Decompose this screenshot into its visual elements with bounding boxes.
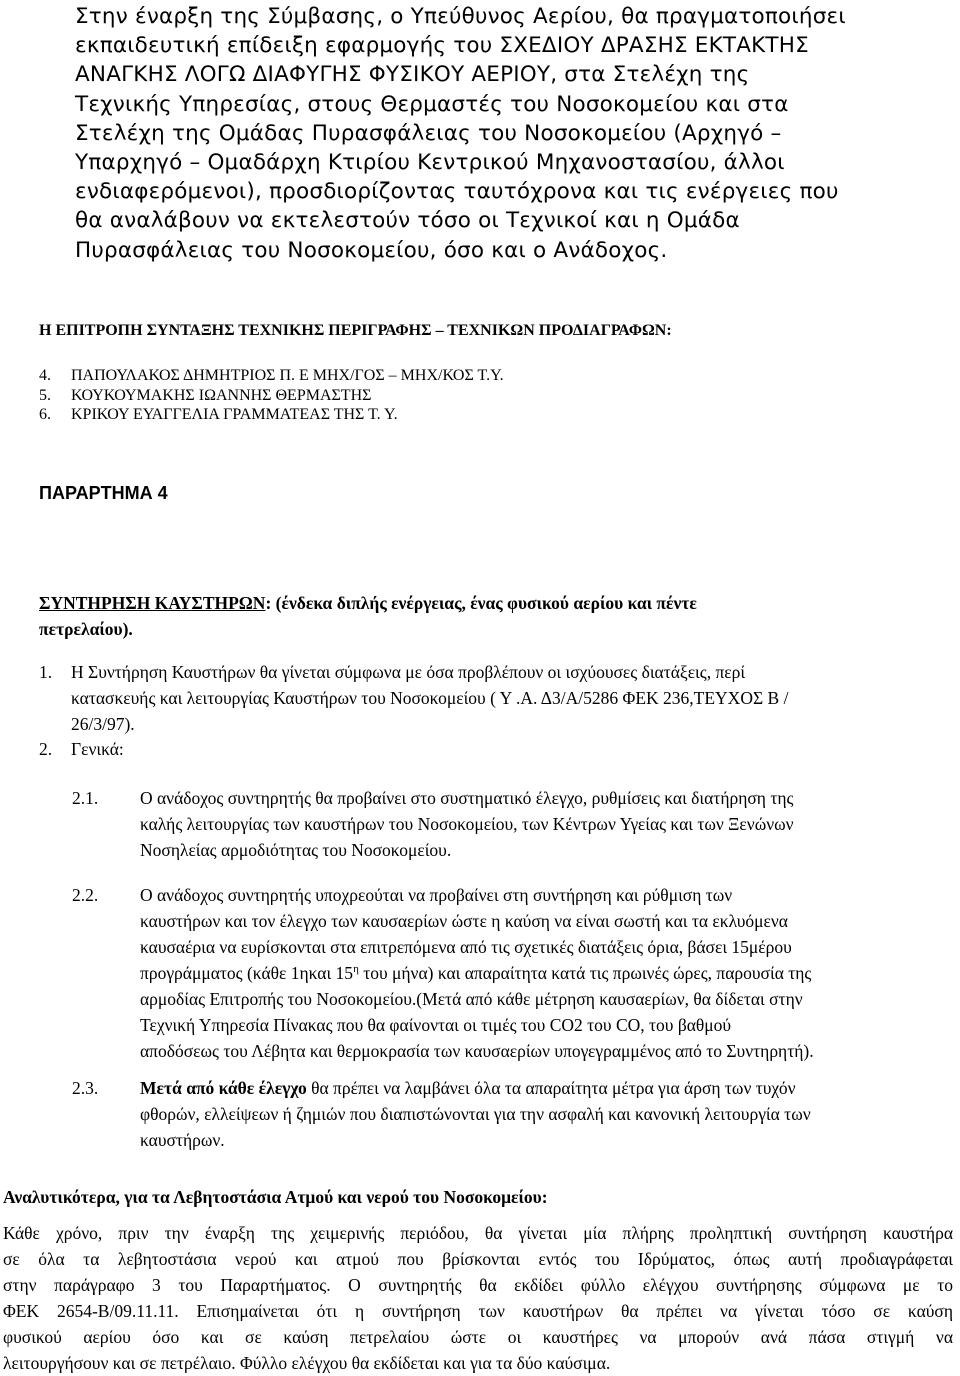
intro-paragraph	[75, 2, 955, 265]
maintenance-title-underlined: ΣΥΝΤΗΡΗΣΗ ΚΑΥΣΤΗΡΩΝ	[39, 593, 266, 613]
analysis-line: λειτουργήσουν και σε πετρέλαιο. Φύλλο ελέγχου θα εκδίδεται και για τα δύο καύσιμα.	[3, 1353, 611, 1373]
maintenance-title	[39, 590, 939, 642]
analysis-line: στην παράγραφο 3 του Παραρτήματος. Ο συντηρητής θα εκδίδει φύλλο ελέγχου συντήρησης σύμφωνα με το	[3, 1275, 953, 1295]
analysis-paragraph	[3, 1220, 953, 1376]
item-number: 2.	[39, 739, 53, 759]
committee-title: Η ΕΠΙΤΡΟΠΗ ΣΥΝΤΑΞΗΣ ΤΕΧΝΙΚΗΣ ΠΕΡΙΓΡΑΦΗΣ – ΤΕΧΝΙΚΩΝ ΠΡΟΔΙΑΓΡΑΦΩΝ:	[39, 322, 672, 339]
line-part: του μήνα) και απαραίτητα κατά τις πρωινές ώρες, παρουσία της	[358, 963, 812, 983]
member-number: 4.	[39, 367, 51, 384]
subitem-line	[140, 960, 952, 986]
intro-line: Τεχνικής Υπηρεσίας, στους Θερμαστές του Νοσοκομείου και στα	[75, 91, 789, 117]
committee-member	[39, 366, 504, 386]
analysis-line: ΦΕΚ 2654-Β/09.11.11. Επισημαίνεται ότι η συντήρηση των καυστήρων θα πρέπει να γίνεται τόσο σε καύση	[3, 1301, 953, 1321]
line-part: θα πρέπει να λαμβάνει όλα τα απαραίτητα μέτρα για άρση των τυχόν	[306, 1078, 796, 1098]
analysis-line: σε όλα τα λεβητοστάσια νερού και ατμού που βρίσκονται εντός του Ιδρύματος, όπως αυτή προδιαγράφεται	[3, 1249, 953, 1269]
item-line: 26/3/97).	[71, 714, 135, 734]
intro-line: ενδιαφερόμενοι), προσδιορίζοντας ταυτόχρονα και τις ενέργειες που	[75, 179, 839, 205]
subitem-line: Τεχνική Υπηρεσία Πίνακας που θα φαίνονται οι τιμές του CO2 του CO, του βαθμού	[140, 1015, 732, 1035]
item-line: Η Συντήρηση Καυστήρων θα γίνεται σύμφωνα με όσα προβλέπουν οι ισχύουσες διατάξεις, περί	[71, 662, 746, 682]
line-part: προγράμματος (κάθε 1ηκαι 15	[140, 963, 354, 983]
subitem-line: αποδόσεως του Λέβητα και θερμοκρασία των καυσαερίων υπογεγραμμένος από το Συντηρητή).	[140, 1041, 814, 1061]
intro-line: θα αναλάβουν να εκτελεστούν τόσο οι Τεχνικοί και η Ομάδα	[75, 208, 740, 234]
subitem-line: Ο ανάδοχος συντηρητής θα προβαίνει στο συστηματικό έλεγχο, ρυθμίσεις και διατήρηση της	[140, 788, 794, 808]
subitem-2-1	[72, 785, 952, 863]
subitem-line: Νοσηλείας αρμοδιότητας του Νοσοκομείου.	[140, 840, 452, 860]
member-number: 5.	[39, 386, 51, 404]
intro-line: εκπαιδευτική επίδειξη εφαρμογής του ΣΧΕΔΙΟΥ ΔΡΑΣΗΣ ΕΚΤΑΚΤΗΣ	[75, 33, 809, 59]
member-name: ΚΟΥΚΟΥΜΑΚΗΣ ΙΩΑΝΝΗΣ ΘΕΡΜΑΣΤΗΣ	[71, 386, 372, 404]
numbered-item-2	[39, 736, 949, 762]
analysis-line: Κάθε χρόνο, πριν την έναρξη της χειμερινής περιόδου, θα γίνεται μία πλήρης προληπτική συντήρηση καυστήρα	[3, 1223, 953, 1243]
bold-lead: Μετά από κάθε έλεγχο	[140, 1078, 307, 1098]
subitem-line: αρμοδίας Επιτροπής του Νοσοκομείου.(Μετά από κάθε μέτρηση καυσαερίων, θα δίδεται στην	[140, 989, 803, 1009]
member-name: ΚΡΙΚΟΥ ΕΥΑΓΓΕΛΙΑ ΓΡΑΜΜΑΤΕΑΣ ΤΗΣ Τ. Υ.	[71, 406, 398, 423]
subitem-line	[140, 1075, 952, 1101]
analysis-title: Αναλυτικότερα, για τα Λεβητοστάσια Ατμού και νερού του Νοσοκομείου:	[3, 1187, 548, 1207]
item-line: Γενικά:	[71, 739, 124, 759]
item-number: 1.	[39, 662, 53, 682]
subitem-line: Ο ανάδοχος συντηρητής υποχρεούται να προβαίνει στη συντήρηση και ρύθμιση των	[140, 885, 733, 905]
maintenance-title-rest: : (ένδεκα διπλής ενέργειας, ένας φυσικού αερίου και πέντε	[265, 593, 697, 613]
subitem-line: καυσαέρια να ευρίσκονται στα επιτρεπόμενα από τις σχετικές διατάξεις όρια, βάσει 15μέρου	[140, 937, 792, 957]
committee-member	[39, 405, 504, 425]
subitem-number: 2.3.	[72, 1078, 99, 1098]
maintenance-title-line2: πετρελαίου).	[39, 619, 133, 639]
subitem-2-2	[72, 882, 952, 1064]
subitem-number: 2.2.	[72, 885, 99, 905]
intro-line: Πυρασφάλειας του Νοσοκομείου, όσο και ο Ανάδοχος.	[75, 237, 668, 263]
intro-line: Στελέχη της Ομάδας Πυρασφάλειας του Νοσοκομείου (Αρχηγό –	[75, 120, 782, 146]
superscript: η	[353, 963, 359, 976]
analysis-line: φυσικού αερίου όσο και σε καύση πετρελαίου ώστε οι καυστήρες να μπορούν ανά πάσα στιγμή να	[3, 1327, 953, 1347]
subitem-line: καυστήρων.	[140, 1130, 225, 1150]
appendix-title: ΠΑΡΑΡΤΗΜΑ 4	[39, 483, 168, 503]
subitem-line: καλής λειτουργίας των καυστήρων του Νοσοκομείου, των Κέντρων Υγείας και των Ξενώνων	[140, 814, 794, 834]
member-number: 6.	[39, 406, 51, 423]
committee-member-list	[39, 366, 504, 425]
intro-line: Στην έναρξη της Σύμβασης, ο Υπεύθυνος Αερίου, θα πραγματοποιήσει	[75, 4, 846, 29]
intro-line: ΑΝΑΓΚΗΣ ΛΟΓΩ ΔΙΑΦΥΓΗΣ ΦΥΣΙΚΟΥ ΑΕΡΙΟΥ, στα Στελέχη της	[75, 62, 750, 88]
intro-line: Υπαρχηγό – Ομαδάρχη Κτιρίου Κεντρικού Μηχανοστασίου, άλλοι	[75, 150, 785, 176]
numbered-item-1	[39, 659, 949, 737]
subitem-line: φθορών, ελλείψεων ή ζημιών που διαπιστώνονται για την ασφαλή και κανονική λειτουργία των	[140, 1104, 811, 1124]
subitem-number: 2.1.	[72, 788, 99, 808]
subitem-line: καυστήρων και τον έλεγχο των καυσαερίων ώστε η καύση να είναι σωστή και τα εκλυόμενα	[140, 911, 788, 931]
item-line: κατασκευής και λειτουργίας Καυστήρων του Νοσοκομείου ( Υ .Α. Δ3/Α/5286 ΦΕΚ 236,ΤΕΥΧΟΣ Β /	[71, 688, 789, 708]
member-name: ΠΑΠΟΥΛΑΚΟΣ ΔΗΜΗΤΡΙΟΣ Π. Ε ΜΗΧ/ΓΟΣ – ΜΗΧ/ΚΟΣ Τ.Υ.	[71, 367, 504, 384]
subitem-2-3	[72, 1075, 952, 1153]
committee-member	[39, 386, 504, 406]
